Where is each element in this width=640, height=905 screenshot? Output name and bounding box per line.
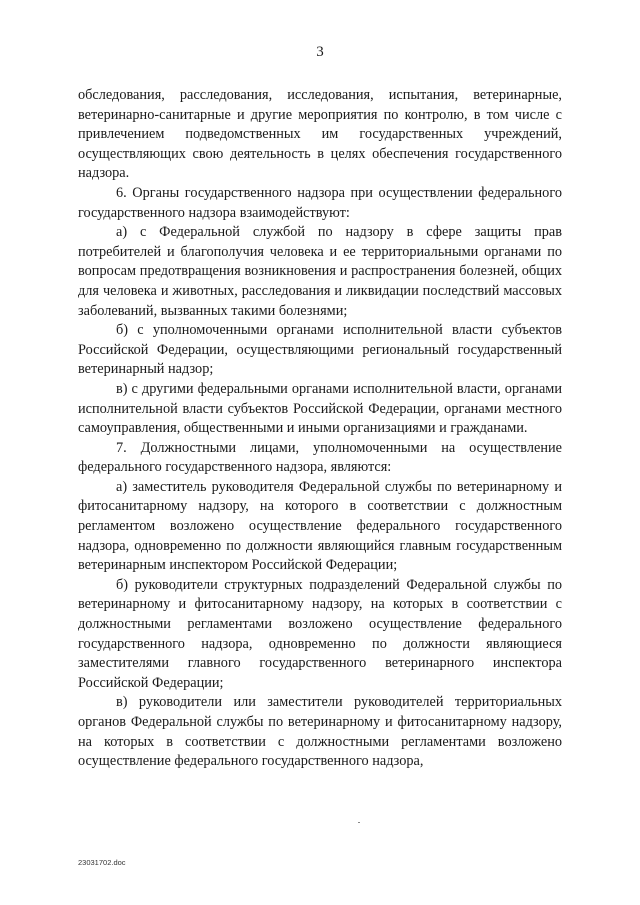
scan-speck [358,822,360,823]
paragraph-7b: б) руководители структурных подразделений Федеральной службы по ветеринарному и фитосанитарному надзору, на которых в соответствии с должностными регламентами возложено осуществление федерального государственного надзора, одновременно по должности являющиеся заместителями главного государственного ветеринарного инспектора Российской Федерации; [78,576,562,691]
paragraph-6c: в) с другими федеральными органами исполнительной власти, органами исполнительной власти субъектов Российской Федерации, органами местного самоуправления, общественными и иными организациями и гражданами. [78,380,562,437]
page-number: 3 [316,44,324,60]
paragraph-6b: б) с уполномоченными органами исполнительной власти субъектов Российской Федерации, осуществляющими региональный государственный ветеринарный надзор; [78,322,562,378]
paragraph-6a: а) с Федеральной службой по надзору в сфере защиты прав потребителей и благополучия человека и ее территориальными органами по вопросам предотвращения возникновения и распространения болезней, общих для человека и животных, расследования и ликвидации последствий массовых заболеваний, вызванных такими болезнями; [78,224,562,319]
footer-file-name: 23031702.doc [78,858,126,867]
paragraph-7: 7. Должностными лицами, уполномоченными на осуществление федерального государственного надзора, являются: [78,439,562,476]
paragraph-continuation: обследования, расследования, исследования, испытания, ветеринарные, ветеринарно-санитарные и другие мероприятия по контролю, в том числе с привлечением подведомственных им государственных учреждений, осуществляющих свою деятельность в целях обеспечения государственного надзора. [78,87,562,182]
paragraph-7c: в) руководители или заместители руководителей территориальных органов Федеральной службы по ветеринарному и фитосанитарному надзору, на которых в соответствии с должностными регламентами возложено осуществление федерального государственного надзора, [78,694,562,770]
paragraph-7a: а) заместитель руководителя Федеральной службы по ветеринарному и фитосанитарному надзору, на которого в соответствии с должностным регламентом возложено осуществление федерального государственного надзора, одновременно по должности являющийся главным государственным ветеринарным инспектором Российской Федерации; [78,478,562,574]
paragraph-6: 6. Органы государственного надзора при осуществлении федерального государственного надзора взаимодействуют: [78,184,562,221]
document-body [78,86,562,772]
